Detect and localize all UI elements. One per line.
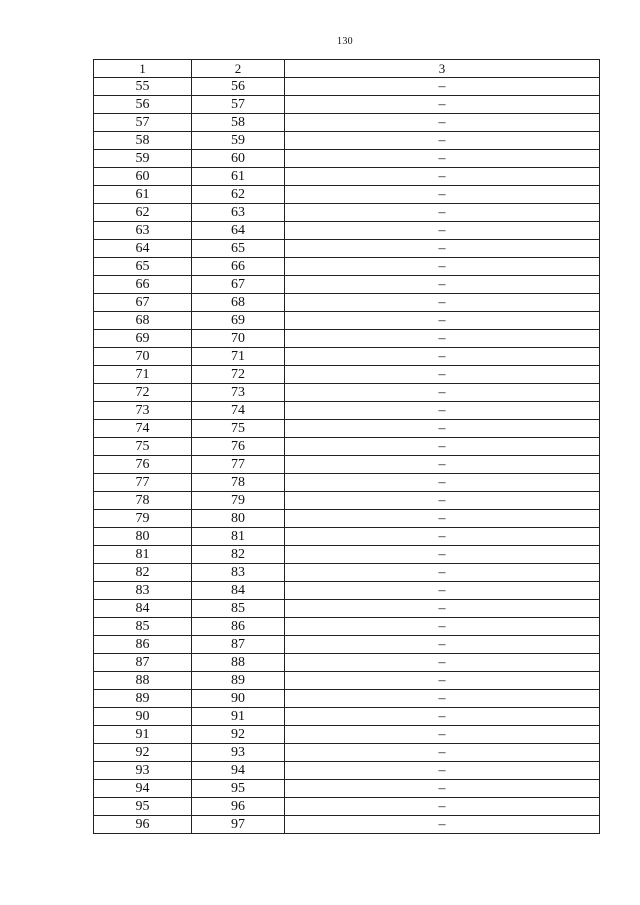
table-cell: 62 [94, 204, 192, 222]
table-cell: 90 [192, 690, 285, 708]
table-row [94, 258, 600, 276]
table-row [94, 294, 600, 312]
table-cell-dash: – [285, 438, 600, 456]
table-cell-dash: – [285, 582, 600, 600]
table-cell-dash: – [285, 618, 600, 636]
table-cell-dash: – [285, 150, 600, 168]
table-row [94, 510, 600, 528]
table-cell-dash: – [285, 312, 600, 330]
table-cell: 88 [192, 654, 285, 672]
table-cell-dash: – [285, 456, 600, 474]
table-cell: 74 [94, 420, 192, 438]
table-row [94, 240, 600, 258]
table-row [94, 78, 600, 96]
table-cell: 57 [94, 114, 192, 132]
table-cell: 60 [192, 150, 285, 168]
table-row [94, 330, 600, 348]
table-cell: 57 [192, 96, 285, 114]
table-cell-dash: – [285, 348, 600, 366]
table-cell: 74 [192, 402, 285, 420]
table-cell-dash: – [285, 204, 600, 222]
table-cell: 61 [192, 168, 285, 186]
table-cell: 70 [94, 348, 192, 366]
table-cell: 69 [192, 312, 285, 330]
table-cell: 67 [192, 276, 285, 294]
table-cell: 91 [192, 708, 285, 726]
column-header-1: 1 [94, 60, 192, 78]
column-header-2: 2 [192, 60, 285, 78]
table-cell: 79 [94, 510, 192, 528]
column-header-3: 3 [285, 60, 600, 78]
table-cell: 55 [94, 78, 192, 96]
table-cell-dash: – [285, 402, 600, 420]
table-cell: 56 [94, 96, 192, 114]
table-cell: 94 [94, 780, 192, 798]
table-cell: 96 [94, 816, 192, 834]
table-cell: 66 [192, 258, 285, 276]
table-cell-dash: – [285, 114, 600, 132]
table-row [94, 168, 600, 186]
table-cell: 67 [94, 294, 192, 312]
table-cell: 71 [94, 366, 192, 384]
table-row [94, 690, 600, 708]
table-cell: 95 [192, 780, 285, 798]
table-cell: 76 [94, 456, 192, 474]
table-row [94, 546, 600, 564]
table-cell: 62 [192, 186, 285, 204]
table-cell: 64 [94, 240, 192, 258]
table-cell-dash: – [285, 330, 600, 348]
table-cell-dash: – [285, 528, 600, 546]
table-cell: 83 [94, 582, 192, 600]
table-cell-dash: – [285, 636, 600, 654]
table-row [94, 312, 600, 330]
table-row [94, 366, 600, 384]
table-cell: 81 [94, 546, 192, 564]
table-cell: 78 [192, 474, 285, 492]
table-cell-dash: – [285, 240, 600, 258]
table-header-row [94, 60, 600, 78]
table-row [94, 402, 600, 420]
table-cell-dash: – [285, 510, 600, 528]
table-cell: 82 [192, 546, 285, 564]
table-cell: 63 [192, 204, 285, 222]
table-cell: 90 [94, 708, 192, 726]
table-cell: 95 [94, 798, 192, 816]
table-cell-dash: – [285, 564, 600, 582]
table-cell: 84 [192, 582, 285, 600]
table-row [94, 384, 600, 402]
table-cell: 92 [192, 726, 285, 744]
table-cell-dash: – [285, 186, 600, 204]
table-cell: 80 [192, 510, 285, 528]
table-cell-dash: – [285, 78, 600, 96]
table-cell: 70 [192, 330, 285, 348]
table-row [94, 348, 600, 366]
table-row [94, 672, 600, 690]
table-row [94, 132, 600, 150]
table-cell: 72 [192, 366, 285, 384]
table-cell-dash: – [285, 294, 600, 312]
table-cell-dash: – [285, 384, 600, 402]
table-row [94, 636, 600, 654]
table-row [94, 96, 600, 114]
table-row [94, 744, 600, 762]
table-cell: 60 [94, 168, 192, 186]
table-row [94, 420, 600, 438]
table-cell: 59 [94, 150, 192, 168]
table-cell: 83 [192, 564, 285, 582]
table-row [94, 438, 600, 456]
table-row [94, 618, 600, 636]
table-row [94, 186, 600, 204]
table-row [94, 276, 600, 294]
table-row [94, 708, 600, 726]
table-cell: 61 [94, 186, 192, 204]
table-cell: 96 [192, 798, 285, 816]
table-cell-dash: – [285, 672, 600, 690]
table-row [94, 456, 600, 474]
table-cell: 87 [94, 654, 192, 672]
table-row [94, 600, 600, 618]
table-cell: 66 [94, 276, 192, 294]
table-cell: 72 [94, 384, 192, 402]
table-cell: 68 [94, 312, 192, 330]
table-cell: 89 [94, 690, 192, 708]
table-cell-dash: – [285, 600, 600, 618]
table-cell-dash: – [285, 798, 600, 816]
table-cell: 64 [192, 222, 285, 240]
table-cell: 73 [94, 402, 192, 420]
table-row [94, 492, 600, 510]
table-cell: 76 [192, 438, 285, 456]
table-cell: 94 [192, 762, 285, 780]
table-cell: 69 [94, 330, 192, 348]
table-row [94, 204, 600, 222]
table-cell: 78 [94, 492, 192, 510]
table-cell-dash: – [285, 276, 600, 294]
table-cell-dash: – [285, 744, 600, 762]
table-cell: 81 [192, 528, 285, 546]
table-cell-dash: – [285, 762, 600, 780]
table-cell-dash: – [285, 726, 600, 744]
table-row [94, 528, 600, 546]
table-cell: 68 [192, 294, 285, 312]
table-cell: 75 [94, 438, 192, 456]
table-cell-dash: – [285, 132, 600, 150]
table-cell: 75 [192, 420, 285, 438]
table-cell: 77 [94, 474, 192, 492]
table-row [94, 762, 600, 780]
table-cell: 58 [94, 132, 192, 150]
table-cell-dash: – [285, 816, 600, 834]
table-cell-dash: – [285, 222, 600, 240]
table-cell: 58 [192, 114, 285, 132]
table-cell: 65 [192, 240, 285, 258]
table-cell: 59 [192, 132, 285, 150]
table-cell: 97 [192, 816, 285, 834]
table-cell-dash: – [285, 258, 600, 276]
table-cell: 84 [94, 600, 192, 618]
table-cell: 87 [192, 636, 285, 654]
table-cell: 86 [94, 636, 192, 654]
table-cell: 93 [94, 762, 192, 780]
table-row [94, 816, 600, 834]
table-row [94, 780, 600, 798]
page-number: 130 [337, 36, 353, 47]
table-cell: 86 [192, 618, 285, 636]
table-cell: 93 [192, 744, 285, 762]
table-row [94, 654, 600, 672]
table-cell-dash: – [285, 654, 600, 672]
table-cell-dash: – [285, 168, 600, 186]
table-cell-dash: – [285, 546, 600, 564]
table-cell: 80 [94, 528, 192, 546]
table-cell-dash: – [285, 780, 600, 798]
table-cell: 91 [94, 726, 192, 744]
table-cell: 89 [192, 672, 285, 690]
table-cell: 85 [94, 618, 192, 636]
table-cell-dash: – [285, 708, 600, 726]
table-row [94, 474, 600, 492]
table-row [94, 222, 600, 240]
table-cell: 79 [192, 492, 285, 510]
table-cell: 82 [94, 564, 192, 582]
table-cell: 77 [192, 456, 285, 474]
table-cell: 65 [94, 258, 192, 276]
table-body [94, 78, 600, 834]
table-row [94, 798, 600, 816]
table-cell: 71 [192, 348, 285, 366]
data-table [93, 59, 600, 834]
table-cell-dash: – [285, 420, 600, 438]
table-cell: 63 [94, 222, 192, 240]
table-cell: 92 [94, 744, 192, 762]
table-row [94, 582, 600, 600]
table-cell-dash: – [285, 492, 600, 510]
table-cell-dash: – [285, 690, 600, 708]
table-row [94, 150, 600, 168]
table-cell: 88 [94, 672, 192, 690]
table-cell-dash: – [285, 366, 600, 384]
table-row [94, 114, 600, 132]
table-cell: 56 [192, 78, 285, 96]
table-row [94, 726, 600, 744]
table-row [94, 564, 600, 582]
table-cell: 73 [192, 384, 285, 402]
table-cell-dash: – [285, 96, 600, 114]
table-cell-dash: – [285, 474, 600, 492]
table-cell: 85 [192, 600, 285, 618]
